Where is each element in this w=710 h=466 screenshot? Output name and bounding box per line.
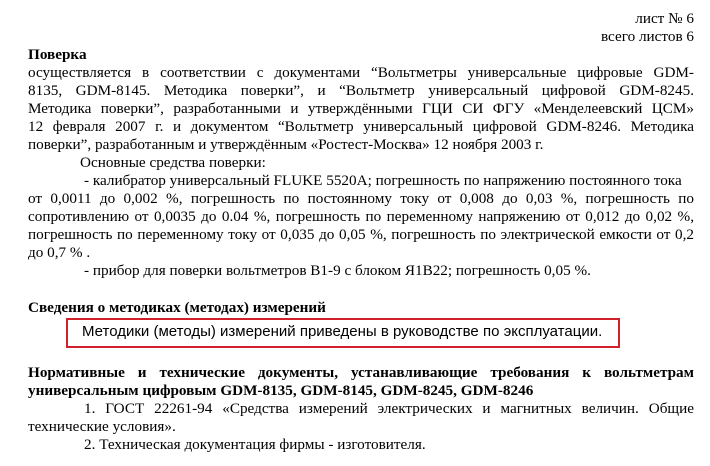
verification-line-1: осуществляется в соответствии с документами “Вольтметры универсальные цифровые GDM- <box>28 64 694 81</box>
document-page <box>28 10 694 454</box>
verification-line-5: поверки”, разработанным и утверждённым «Ростест-Москва» 12 ноября 2003 г. <box>28 136 544 153</box>
verification-section <box>28 46 694 280</box>
spacer <box>28 348 694 364</box>
verification-means-1-line-2: от 0,0011 до 0,002 %, погрешность по постоянному току от 0,008 до 0,03 %, погрешность по <box>28 190 694 207</box>
verification-title: Поверка <box>28 46 87 63</box>
sheet-info <box>28 10 694 46</box>
normative-item-1-line-2: технические условия». <box>28 418 176 435</box>
verification-line-4: 12 февраля 2007 г. и документом “Вольтметр универсальный цифровой GDM-8246. Методика <box>28 118 694 135</box>
normative-section <box>28 364 694 454</box>
spacer <box>28 280 694 299</box>
verification-means-2: - прибор для поверки вольтметров В1-9 с блоком Я1В22; погрешность 0,05 %. <box>84 262 591 279</box>
verification-means-1-line-4: погрешность по переменному току от 0,035 до 0,05 %, погрешность по электрической емкости от 0,2 <box>28 226 694 243</box>
verification-means-1-line-1: - калибратор универсальный FLUKE 5520A; погрешность по напряжению постоянного тока <box>84 172 682 189</box>
verification-line-2: 8135, GDM-8145. Методика поверки”, и “Вольтметр универсальный цифровой GDM-8245. <box>28 82 694 99</box>
verification-means-1-line-3: сопротивлению от 0,0035 до 0.04 %, погрешность по переменному напряжению от 0,012 до 0,02 %, <box>28 208 694 225</box>
verification-line-3: Методика поверки”, разработанными и утверждёнными ГЦИ СИ ФГУ «Менделеевский ЦСМ» <box>28 100 694 117</box>
normative-item-1-line-1: 1. ГОСТ 22261-94 «Средства измерений электрических и магнитных величин. Общие <box>84 400 694 417</box>
methods-title: Сведения о методиках (методах) измерений <box>28 299 326 316</box>
sheet-total: всего листов 6 <box>600 28 694 45</box>
verification-means-1-line-5: до 0,7 % . <box>28 244 91 261</box>
verification-means-title: Основные средства поверки: <box>80 154 266 171</box>
normative-title-line-2: универсальным цифровым GDM-8135, GDM-8145, GDM-8245, GDM-8246 <box>28 382 534 399</box>
normative-item-2: 2. Техническая документация фирмы - изготовителя. <box>84 436 426 453</box>
methods-section <box>28 299 694 348</box>
methods-highlight-box: Методики (методы) измерений приведены в руководстве по эксплуатации. <box>66 318 620 348</box>
sheet-number: лист № 6 <box>635 10 694 27</box>
normative-title-line-1: Нормативные и технические документы, устанавливающие требования к вольтметрам <box>28 364 694 381</box>
